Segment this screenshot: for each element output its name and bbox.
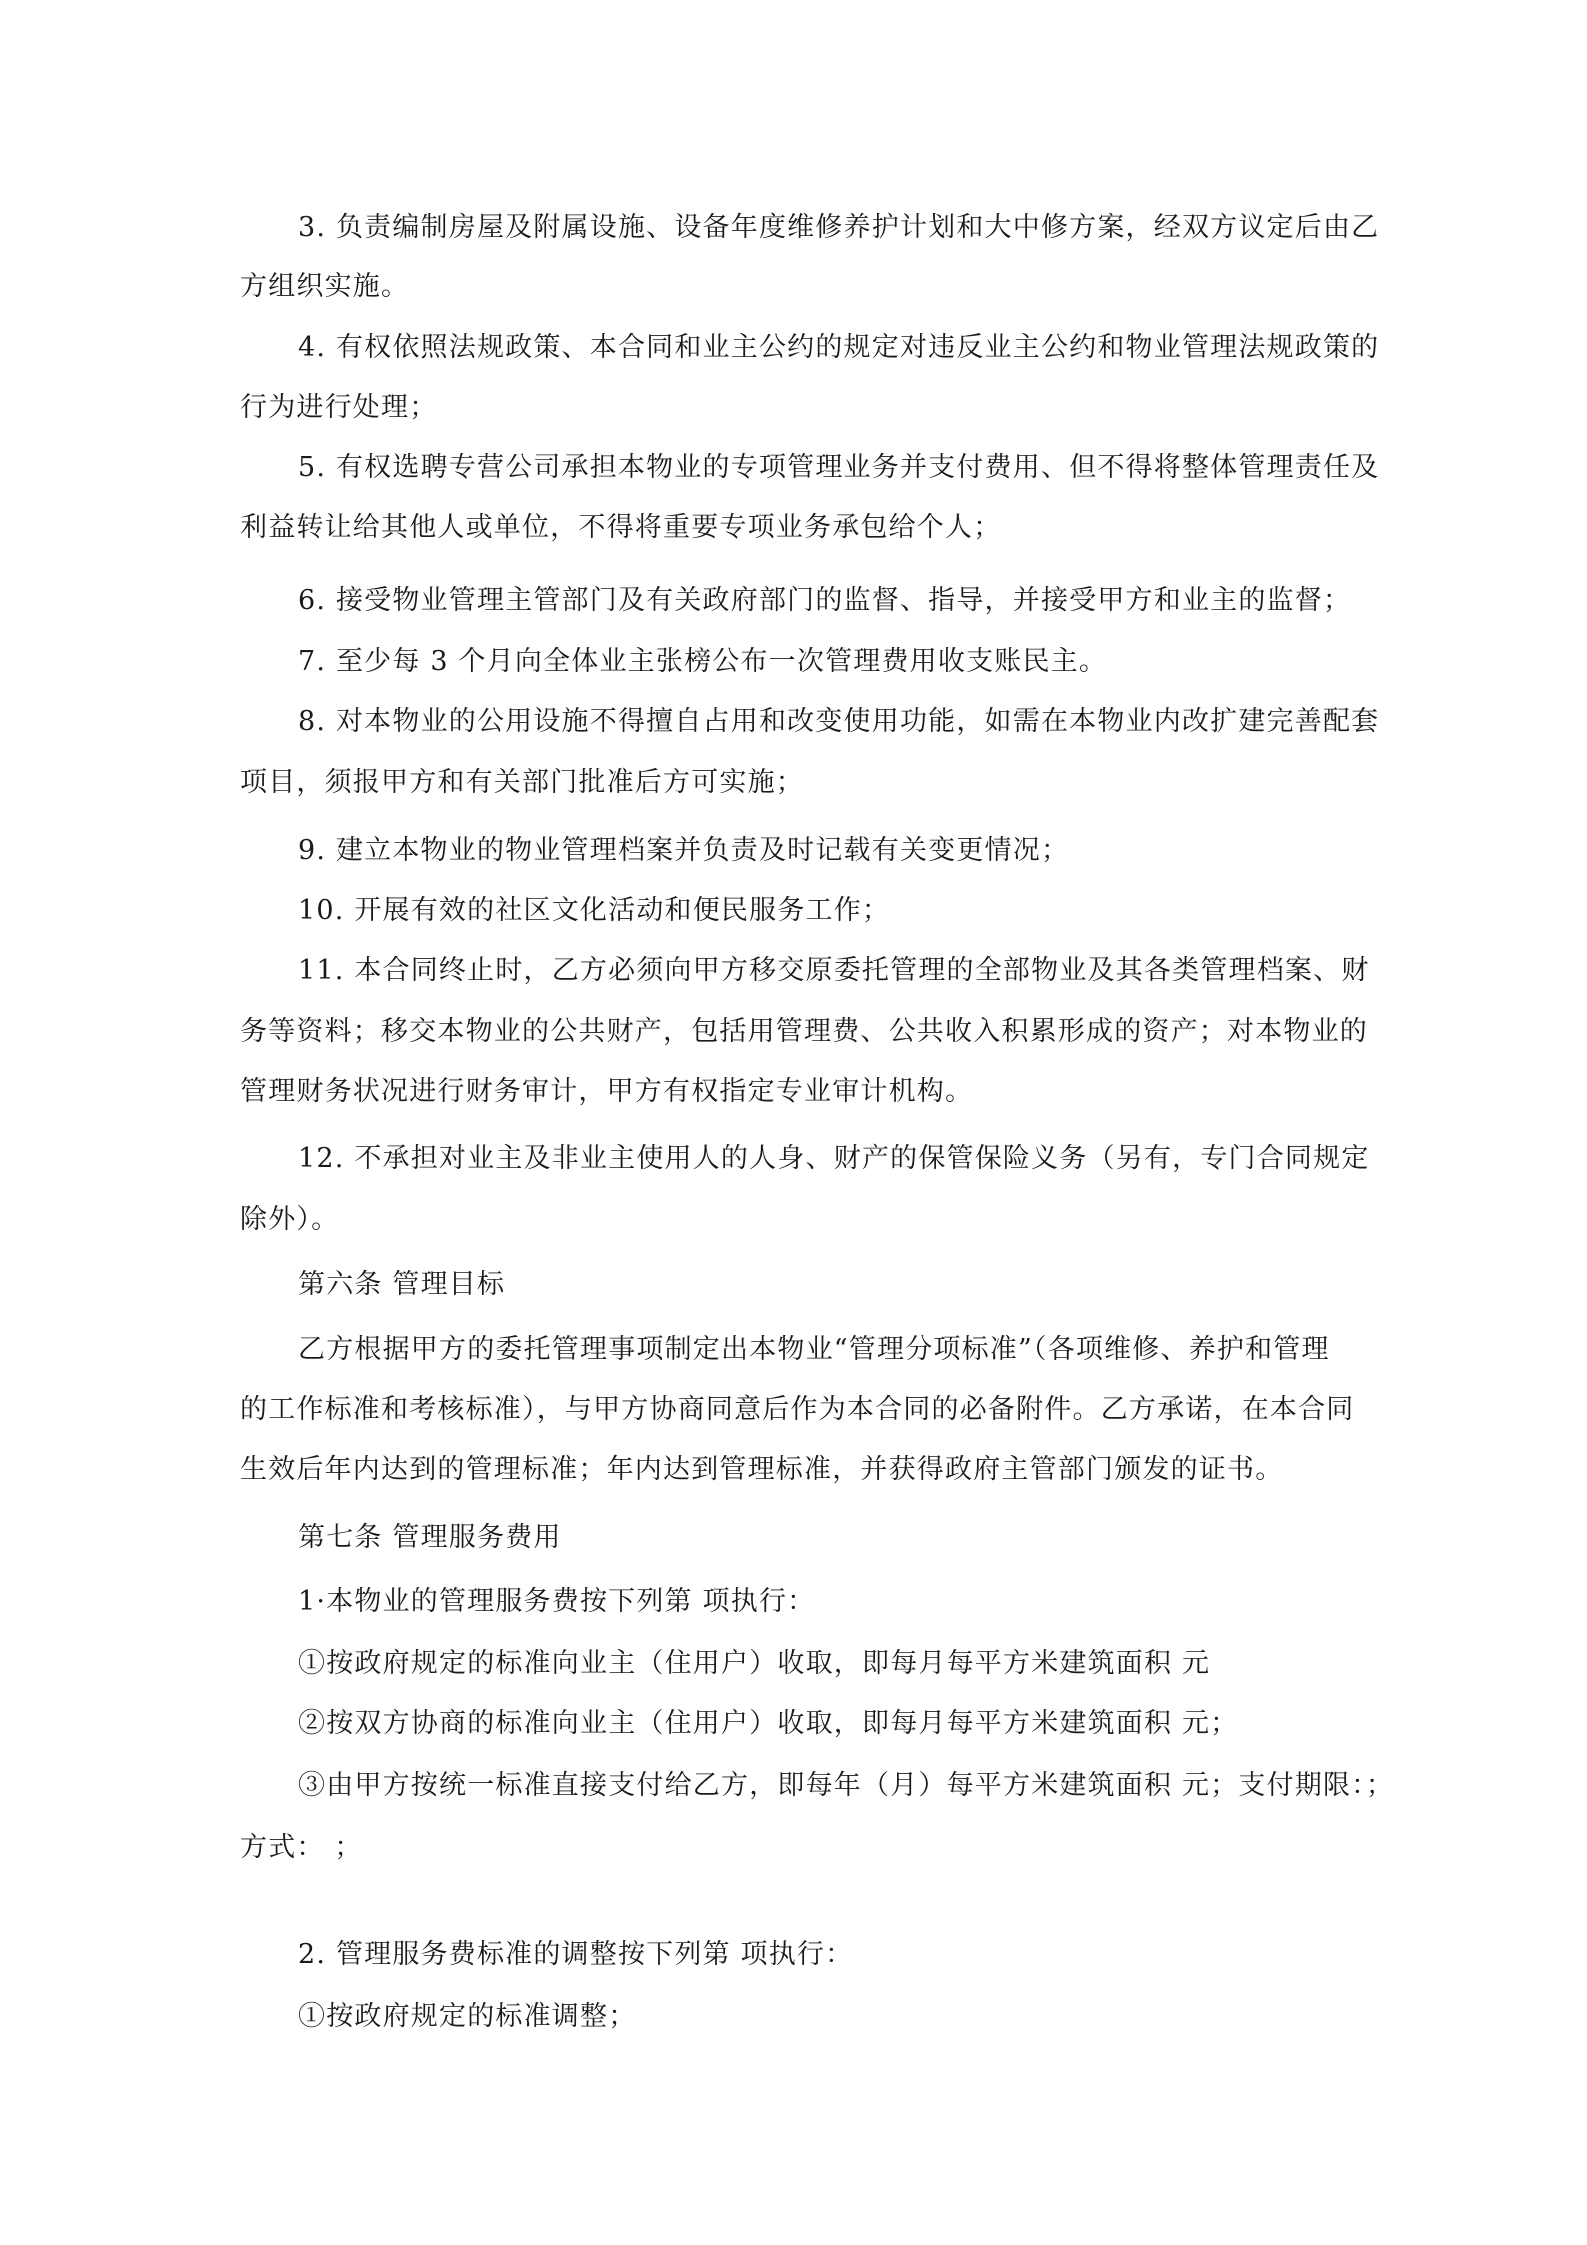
text-line: 9. 建立本物业的物业管理档案并负责及时记载有关变更情况； bbox=[298, 835, 1070, 866]
text-line: 6. 接受物业管理主管部门及有关政府部门的监督、指导，并接受甲方和业主的监督； bbox=[298, 585, 1352, 616]
text-line: 管理财务状况进行财务审计，甲方有权指定专业审计机构。 bbox=[240, 1076, 974, 1107]
text-line: 4. 有权依照法规政策、本合同和业主公约的规定对违反业主公约和物业管理法规政策的 bbox=[298, 332, 1380, 363]
text-line: ②按双方协商的标准向业主（住用户）收取，即每月每平方米建筑面积 元； bbox=[298, 1708, 1239, 1739]
text-line: 生效后年内达到的管理标准；年内达到管理标准，并获得政府主管部门颁发的证书。 bbox=[240, 1454, 1284, 1485]
text-line: 3. 负责编制房屋及附属设施、设备年度维修养护计划和大中修方案，经双方议定后由乙 bbox=[298, 212, 1380, 243]
text-line: 10. 开展有效的社区文化活动和便民服务工作； bbox=[298, 895, 891, 926]
text-line: 方式： ； bbox=[240, 1832, 363, 1863]
text-line: 乙方根据甲方的委托管理事项制定出本物业“管理分项标准”（各项维修、养护和管理 bbox=[298, 1334, 1330, 1365]
text-line: 5. 有权选聘专营公司承担本物业的专项管理业务并支付费用、但不得将整体管理责任及 bbox=[298, 452, 1380, 483]
text-line: 7. 至少每 3 个月向全体业主张榜公布一次管理费用收支账民主。 bbox=[298, 646, 1108, 677]
text-line: 8. 对本物业的公用设施不得擅自占用和改变使用功能，如需在本物业内改扩建完善配套 bbox=[298, 706, 1380, 737]
text-line: ③由甲方按统一标准直接支付给乙方，即每年（月）每平方米建筑面积 元；支付期限：； bbox=[298, 1770, 1395, 1801]
text-line: 务等资料；移交本物业的公共财产，包括用管理费、公共收入积累形成的资产；对本物业的 bbox=[240, 1016, 1368, 1047]
text-line: 1·本物业的管理服务费按下列第 项执行： bbox=[298, 1586, 816, 1617]
text-line: 2. 管理服务费标准的调整按下列第 项执行： bbox=[298, 1939, 854, 1970]
text-line: 12. 不承担对业主及非业主使用人的人身、财产的保管保险义务（另有，专门合同规定 bbox=[298, 1143, 1370, 1174]
text-line: 11. 本合同终止时，乙方必须向甲方移交原委托管理的全部物业及其各类管理档案、财 bbox=[298, 955, 1370, 986]
text-line: 的工作标准和考核标准），与甲方协商同意后作为本合同的必备附件。乙方承诺，在本合同 bbox=[240, 1394, 1355, 1425]
section-heading: 第七条 管理服务费用 bbox=[298, 1522, 562, 1553]
text-line: 项目，须报甲方和有关部门批准后方可实施； bbox=[240, 767, 804, 798]
text-line: ①按政府规定的标准调整； bbox=[298, 2001, 637, 2032]
text-line: 利益转让给其他人或单位，不得将重要专项业务承包给个人； bbox=[240, 512, 1002, 543]
text-line: ①按政府规定的标准向业主（住用户）收取，即每月每平方米建筑面积 元 bbox=[298, 1648, 1211, 1679]
text-line: 除外）。 bbox=[240, 1204, 340, 1235]
text-line: 行为进行处理； bbox=[240, 392, 438, 423]
section-heading: 第六条 管理目标 bbox=[298, 1269, 506, 1300]
text-line: 方组织实施。 bbox=[240, 271, 410, 302]
